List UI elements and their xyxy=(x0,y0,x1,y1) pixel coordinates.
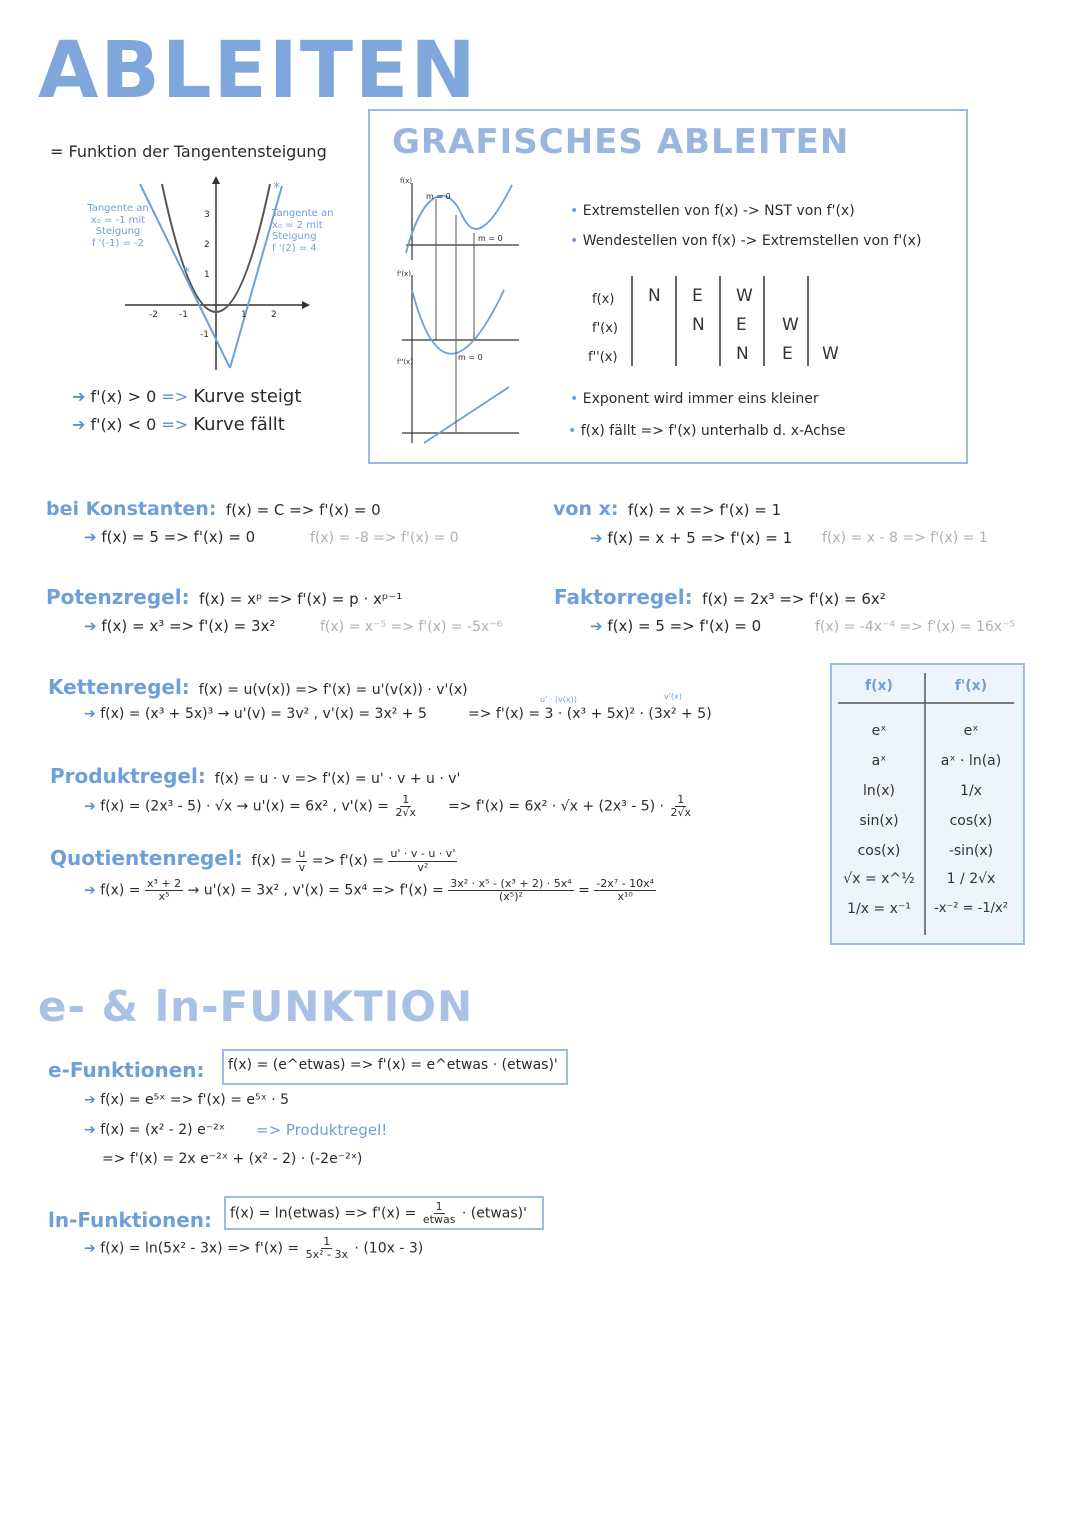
produkt-example-result: => f'(x) = 6x² · √x + (2x³ - 5) · $\frac{1}{2√x}$ xyxy=(448,793,691,820)
graph-label: f(x) xyxy=(400,177,413,185)
table-cell: ln(x) xyxy=(863,783,895,799)
quotient-example: ➔ f(x) = $\frac{\text{x³ + 2}}{\text{x⁵}}$ → u'(x) = 3x² , v'(x) = 5x⁴ => f'(x) = $\frac{\text{3x² · x⁵ - (x³ + 2) · 5x⁴}}{\text{(x⁵)²}}$ = $\frac{\text{-2x⁷ - 10x⁴}}{\text{x¹⁰}}$ xyxy=(84,877,655,904)
efunk-example: ➔ f(x) = e⁵ˣ => f'(x) = e⁵ˣ · 5 xyxy=(84,1092,290,1108)
konstanten-example: ➔ f(x) = 5 => f'(x) = 0 xyxy=(84,528,256,546)
potenz-rule: Potenzregel: f(x) = xᵖ => f'(x) = p · xᵖ⁻¹ xyxy=(46,585,403,609)
grid-row-label: f'(x) xyxy=(592,321,618,336)
table-cell: eˣ xyxy=(963,723,979,739)
grid-cell: N xyxy=(692,315,705,335)
kette-example-result: => f'(x) = 3 · (x³ + 5x)² · (3x² + 5) xyxy=(468,706,712,722)
section2-title: e- & ln-FUNKTION xyxy=(38,982,474,1031)
grafisch-title: GRAFISCHES ABLEITEN xyxy=(392,122,850,162)
potenz-example: ➔ f(x) = x³ => f'(x) = 3x² xyxy=(84,617,276,635)
faktor-rule: Faktorregel: f(x) = 2x³ => f'(x) = 6x² xyxy=(554,585,886,609)
table-cell: aˣ xyxy=(871,753,887,769)
tick-x: -2 xyxy=(149,310,158,320)
tick-x: 2 xyxy=(271,310,277,320)
vonx-rule: von x: f(x) = x => f'(x) = 1 xyxy=(553,498,782,520)
graph-label: f''(x) xyxy=(397,358,413,366)
efunk-example: ➔ f(x) = (x² - 2) e⁻²ˣ xyxy=(84,1122,225,1138)
grid-cell: W xyxy=(782,315,799,335)
table-head: f'(x) xyxy=(954,678,988,694)
grid-cell: W xyxy=(822,344,839,364)
produkt-rule: Produktregel: f(x) = u · v => f'(x) = u' · v + u · v' xyxy=(50,764,461,788)
kette-rule: Kettenregel: f(x) = u(v(x)) => f'(x) = u'(v(x)) · v'(x) xyxy=(48,675,468,699)
tick-y: -1 xyxy=(200,330,209,340)
table-cell: 1 / 2√x xyxy=(946,871,996,887)
grid-row-label: f''(x) xyxy=(588,350,618,365)
faktor-example: ➔ f(x) = 5 => f'(x) = 0 xyxy=(590,617,762,635)
grid-row-label: f(x) xyxy=(592,292,615,307)
tick-y: 2 xyxy=(204,240,210,250)
slope-rule: ➔ f'(x) < 0 => Kurve fällt xyxy=(72,414,285,435)
kette-example: ➔ f(x) = (x³ + 5x)³ → u'(v) = 3v² , v'(x) = 3x² + 5 xyxy=(84,706,427,722)
efunk-label: e-Funktionen: xyxy=(48,1058,205,1082)
kette-hint: u' · (v(x)) xyxy=(540,695,577,704)
kette-hint: v'(x) xyxy=(664,692,682,701)
grafisch-bullet: • Extremstellen von f(x) -> NST von f'(x) xyxy=(570,203,855,219)
grid-cell: E xyxy=(736,315,747,335)
tick-y: 3 xyxy=(204,210,210,220)
grafisch-bullet: • Exponent wird immer eins kleiner xyxy=(570,391,819,407)
quotient-rule: Quotientenregel: f(x) = $\frac{u}{v}$ => f'(x) = $\frac{u' \cdot v - u \cdot v'}{\text{v²}}$ xyxy=(50,846,456,874)
svg-text:*: * xyxy=(183,265,190,281)
tangent-graph xyxy=(70,170,350,380)
lnfunk-label: ln-Funktionen: xyxy=(48,1208,213,1232)
konstanten-example-2: f(x) = -8 => f'(x) = 0 xyxy=(310,530,459,546)
table-cell: aˣ · ln(a) xyxy=(940,753,1002,769)
definition-text: = Funktion der Tangentensteigung xyxy=(50,142,327,161)
table-cell: 1/x = x⁻¹ xyxy=(847,901,911,917)
table-cell: 1/x xyxy=(960,783,982,799)
table-cell: √x = x^½ xyxy=(843,871,915,887)
grid-cell: N xyxy=(736,344,749,364)
slope-rule: ➔ f'(x) > 0 => Kurve steigt xyxy=(72,386,302,407)
lnfunk-rule: f(x) = ln(etwas) => f'(x) = $\frac{1}{\text{etwas}}$ · (etwas)' xyxy=(230,1200,527,1227)
vonx-example-2: f(x) = x - 8 => f'(x) = 1 xyxy=(822,530,988,546)
svg-text:*: * xyxy=(273,180,280,196)
vonx-example: ➔ f(x) = x + 5 => f'(x) = 1 xyxy=(590,529,793,547)
grafisch-bullet: • f(x) fällt => f'(x) unterhalb d. x-Achse xyxy=(568,423,846,439)
lnfunk-example: ➔ f(x) = ln(5x² - 3x) => f'(x) = $\frac{1}{\text{5x² - 3x}}$ · (10x - 3) xyxy=(84,1235,424,1262)
potenz-example-2: f(x) = x⁻⁵ => f'(x) = -5x⁻⁶ xyxy=(320,619,503,635)
tick-y: 1 xyxy=(204,270,210,280)
graph-label: m = 0 xyxy=(478,234,503,243)
grid-cell: W xyxy=(736,286,753,306)
efunk-example: => f'(x) = 2x e⁻²ˣ + (x² - 2) · (-2e⁻²ˣ) xyxy=(102,1151,363,1167)
table-cell: eˣ xyxy=(871,723,887,739)
konstanten-rule: bei Konstanten: f(x) = C => f'(x) = 0 xyxy=(46,498,381,520)
grid-cell: E xyxy=(782,344,793,364)
tick-x: 1 xyxy=(241,310,247,320)
table-cell: sin(x) xyxy=(859,813,899,829)
table-cell: -sin(x) xyxy=(948,843,994,859)
table-cell: cos(x) xyxy=(949,813,993,829)
tangent-right-label: Tangente an x₀ = 2 mit Steigung f '(2) = 4 xyxy=(272,208,334,254)
grafisch-bullet: • Wendestellen von f(x) -> Extremstellen von f'(x) xyxy=(570,233,922,249)
graph-label: f'(x) xyxy=(397,270,411,278)
grid-cell: E xyxy=(692,286,703,306)
produkt-example: ➔ f(x) = (2x³ - 5) · √x → u'(x) = 6x² , v'(x) = $\frac{1}{2√x}$ xyxy=(84,793,416,820)
tick-x: -1 xyxy=(179,310,188,320)
page-title: ABLEITEN xyxy=(38,26,478,116)
table-cell: cos(x) xyxy=(857,843,901,859)
efunk-hint: => Produktregel! xyxy=(256,1121,388,1139)
grafisch-graph xyxy=(394,175,534,445)
table-cell: -x⁻² = -1/x² xyxy=(934,901,1008,916)
graph-label: m = 0 xyxy=(458,353,483,362)
table-head: f(x) xyxy=(865,678,893,694)
grid-cell: N xyxy=(648,286,661,306)
faktor-example-2: f(x) = -4x⁻⁴ => f'(x) = 16x⁻⁵ xyxy=(815,619,1016,635)
efunk-rule: f(x) = (e^etwas) => f'(x) = e^etwas · (etwas)' xyxy=(228,1057,558,1073)
tangent-left-label: Tangente an x₀ = -1 mit Steigung f '(-1) = -2 xyxy=(87,203,149,249)
graph-label: m = 0 xyxy=(426,192,451,201)
